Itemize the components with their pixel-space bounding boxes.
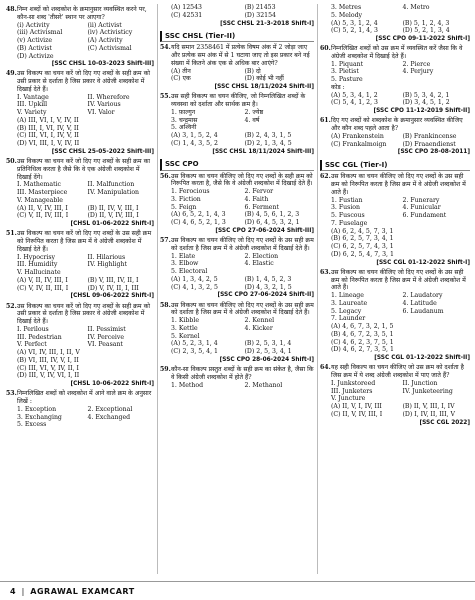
answer-option: (v) Activize	[17, 37, 53, 44]
word-item: II. Wherefore	[87, 93, 130, 101]
page-number: 4	[10, 586, 16, 596]
word-item: 4. वर्ष	[244, 116, 260, 124]
exam-source: [SSC CPO 27-06-2024 Shift-II]	[217, 292, 314, 299]
word-list	[17, 254, 154, 277]
word-item: IV. Manipulation	[87, 189, 140, 197]
word-item: IV. Various	[87, 101, 121, 109]
answer-option: (D) 2, 1, 3, 4, 5	[244, 139, 292, 147]
word-item: II. Junction	[402, 379, 438, 387]
answer-options	[331, 84, 470, 107]
question-text: यदि समान 2358461 में प्रत्येक विषम अंक में 2 जोड़ा जाए और प्रत्येक सम अंक में से 1 घटाया जाए तो इस प्रकार बने नई संख्या में कितने अंक एक से अधिक बार आएंगे?	[171, 44, 310, 67]
word-item: 4. Latitude	[402, 299, 437, 307]
word-item: III. Pedestrian	[17, 333, 62, 341]
answer-option: (D) 4, 6, 2, 7, 3, 5, 1	[331, 346, 394, 354]
question	[6, 70, 154, 93]
answer-option: (A) 5, 3, 1, 2, 4	[331, 19, 378, 27]
exam-source: [SSC CPO 28-06-2024 Shift-I]	[219, 356, 314, 363]
exam-source: [SSC CPO 27-06-2024 Shift-III]	[215, 227, 314, 234]
question-text: यह सही विकल्प का चयन कीजिए जो उस क्रम को दर्शाता है जिस क्रम में ये शब्द अंग्रेजी शब्दकोश में पाए जाते हैं?	[331, 364, 464, 380]
exam-source: [SSC CGL 01-12-2022 Shift-II]	[374, 355, 470, 362]
answer-option: (A) तीन	[171, 67, 191, 75]
exam-source: [SSC CGL 01-12-2022 Shift-I]	[376, 259, 470, 266]
question-text: उस विकल्प का चयन कीजिए जो दिए गए शब्दों के उस सही क्रम को दर्शाता है जिस क्रम में वे अंग्रेजी शब्दकोश में दिखाई देते हैं।	[171, 237, 314, 252]
question-block	[6, 158, 154, 228]
word-item: 3. Pietist	[331, 68, 359, 76]
word-item: 5. Excess	[17, 421, 47, 429]
question-text: निम्न शब्दों को शब्दकोश के क्रमानुसार व्यवस्थित करने पर, कौन-सा शब्द 'तीसरे' स्थान पर आएगा?	[17, 6, 147, 21]
answer-option: (C) V, IV, II, III, I	[17, 284, 69, 292]
answer-option: (ii) Activist	[87, 21, 122, 29]
word-item: 5. Kernel	[171, 332, 200, 340]
answer-options	[17, 205, 154, 221]
question-number: 61.	[320, 117, 331, 125]
question-text: निम्नलिखित शब्दों को उस क्रम में व्यवस्थित करें जैसा कि वे अंग्रेजी शब्दकोश में दिखाई देते हैं।	[331, 45, 463, 60]
question-block	[6, 6, 154, 68]
section-heading: SSC CPO	[160, 159, 314, 171]
page-footer	[0, 581, 475, 600]
question-number: 58.	[160, 301, 171, 309]
answer-option: (B) 2, 5, 3, 1, 4	[244, 340, 292, 348]
word-item: 2. Methanol	[244, 381, 283, 389]
answer-options	[17, 117, 154, 148]
word-item: 7. Launder	[331, 315, 366, 323]
word-item: 4. Kicker	[244, 324, 273, 332]
answer-option: (A) Activity	[87, 37, 123, 44]
word-item: I. Mathematic	[17, 181, 62, 189]
question	[160, 44, 314, 67]
word-item: 2. Exceptional	[87, 405, 133, 413]
brand-name: AGRAWAL EXAMCART	[30, 586, 135, 596]
answer-options	[17, 277, 154, 293]
question-block	[160, 4, 314, 28]
answer-option	[403, 84, 471, 92]
question-block	[6, 390, 154, 429]
answer-option: (B) II, V, III, I, IV	[402, 403, 455, 411]
word-item: 2. Election	[244, 252, 279, 260]
exam-source: [CHSL 01-06-2022 Shift-I]	[70, 221, 154, 228]
word-item: IV. Highlight	[87, 261, 127, 269]
question-block	[320, 4, 470, 43]
answer-option: (C) II, V, IV, III, I	[331, 410, 383, 418]
answer-options	[331, 228, 470, 259]
word-item: 3. चन्द्रमास	[171, 116, 198, 124]
question-number: 56.	[160, 172, 171, 180]
column-divider	[317, 4, 318, 574]
footer-separator: |	[21, 586, 25, 596]
answer-option: (i) Activity	[17, 21, 50, 29]
answer-option: (C) 4, 1, 3, 2, 5	[171, 283, 218, 291]
answer-options	[331, 133, 470, 149]
answer-option: (B) 1, 4, 5, 2, 3	[244, 275, 292, 283]
question-block	[160, 44, 314, 91]
word-item: 6. Laudanum	[402, 307, 444, 315]
exam-source: [CHSL 09-06-2022 Shift-I]	[70, 293, 154, 300]
word-item: 4. Faith	[244, 195, 269, 203]
answer-option: (A) II, V, I, IV, III	[331, 403, 382, 411]
question-text: उस विकल्प का चयन करें जो दिए गए शब्दों के सही क्रम का प्रतिनिधित्व करता है जैसे कि वे एक अंग्रेजी शब्दकोश में दिखाई देंगे।	[17, 158, 150, 181]
question	[320, 117, 470, 133]
exam-source: [SSC CGL 2022]	[419, 419, 470, 426]
column-left	[6, 4, 154, 429]
word-list	[17, 406, 154, 429]
question	[6, 6, 154, 22]
answer-option: (C) एक	[171, 75, 191, 83]
word-item: 1. Method	[171, 381, 204, 389]
question-block	[6, 70, 154, 156]
answer-option: (B) VI, III, IV, V, I, II	[17, 356, 79, 364]
word-item: 4. Elastic	[244, 260, 274, 268]
answer-option: (A) 5, 3, 4, 1, 2	[331, 91, 378, 99]
question-text: उस विकल्प का चयन करें जो दिए गए शब्दों के उस सही क्रम को निरूपित करता है जिस क्रम में वे अंग्रेजी शब्दकोश में दिखाई देते हैं।	[17, 230, 152, 253]
question-number: 52.	[6, 302, 17, 310]
word-item: 3. Exchanging	[17, 413, 62, 421]
question-text: दिए गए शब्दों को शब्दकोश के क्रमानुसार व्यवस्थित कीजिए और कौन शब्द पहले आता है?	[331, 117, 463, 133]
word-list	[331, 380, 470, 403]
word-item: 2. Fervor	[244, 188, 274, 196]
answer-option: (B) 4, 6, 7, 2, 3, 5, 1	[331, 330, 394, 338]
answer-option: (C) 4, 6, 5, 2, 1, 3	[171, 219, 226, 227]
question	[6, 390, 154, 406]
question	[6, 158, 154, 181]
word-item: I. Hypocrisy	[17, 253, 56, 261]
question-block	[160, 173, 314, 235]
word-item: 3. Fusion	[331, 204, 361, 212]
word-list	[171, 317, 314, 340]
exam-source: [CHSL 10-06-2022 Shift-I]	[70, 381, 154, 388]
question-block	[6, 230, 154, 300]
answer-option: (C) Frankalmoign	[331, 140, 387, 148]
answer-options	[171, 276, 314, 292]
column-right	[320, 4, 470, 429]
question	[160, 93, 314, 109]
question-number: 51.	[6, 230, 17, 238]
answer-option: (C) 5, 2, 1, 4, 3	[331, 27, 378, 35]
question-number: 59.	[160, 366, 171, 374]
word-item: 4. Metro	[402, 4, 430, 11]
question-number: 53.	[6, 390, 17, 398]
word-list	[17, 181, 154, 204]
question-text: उस विकल्प का चयन करें जो दिए गए शब्दों के सही क्रम को उसी प्रकार से दर्शाता है जिस प्रकार वे अंग्रेजी शब्दकोश में दिखाई देते हैं।	[17, 70, 150, 93]
word-item: II. Hilarious	[87, 253, 126, 261]
word-item: 5. Melody	[331, 11, 363, 19]
answer-options	[331, 403, 470, 419]
answer-option: (B) Frankincense	[402, 132, 457, 140]
word-item: 2. Kennel	[244, 317, 275, 325]
word-item: 2. Funerary	[402, 196, 440, 204]
word-list	[171, 382, 314, 390]
question-block	[320, 117, 470, 156]
answer-option: (A) Frankenstein	[331, 132, 384, 140]
question-block	[320, 364, 470, 426]
word-item: 7. Fuselage	[331, 219, 368, 227]
word-list	[331, 61, 470, 84]
word-item: 1. Fustian	[331, 196, 363, 204]
word-item: V. Hallucinate	[17, 269, 61, 277]
word-item: 5. अश्विनी	[171, 124, 197, 132]
answer-option: (C) Activismal	[87, 44, 132, 52]
answer-options	[331, 323, 470, 354]
answer-option: (D) 6, 2, 5, 4, 7, 3, 1	[331, 250, 394, 258]
question-text: उस सही विकल्प का चयन कीजिए, जो निम्नलिखित शब्दों के व्यवस्था को दर्शाता और सार्थक क्रम है।	[171, 93, 306, 109]
word-item: 1. Ferocious	[171, 188, 210, 196]
answer-option: (D) Activize	[17, 52, 54, 60]
word-item: 2. Pierce	[402, 60, 431, 68]
word-item: IV. Junketeering	[402, 387, 453, 395]
answer-option: (A) 1, 3, 4, 2, 5	[171, 275, 218, 283]
answer-options	[17, 22, 154, 61]
answer-option: (B) 5, 3, 4, 2, 1	[402, 91, 450, 99]
answer-option: (C) 4, 6, 2, 3, 7, 5, 1	[331, 338, 394, 346]
answer-option: (C) 42531	[171, 11, 203, 19]
exam-source: [SSC CHSL 18/11/2024 Shift-III]	[212, 148, 314, 155]
answer-option: (B) Activist	[17, 44, 52, 52]
answer-option: (C) 2, 3, 5, 4, 1	[171, 348, 218, 356]
word-item: 4. Exchanged	[87, 413, 131, 421]
word-item: 1. फ़ाल्गुन	[171, 108, 196, 116]
word-item: 1. Elate	[171, 252, 196, 260]
question	[6, 230, 154, 253]
question-block	[6, 303, 154, 389]
word-item: 1. Exception	[17, 405, 57, 413]
word-item: 5. Fuscous	[331, 212, 365, 220]
answer-option: (C) III, VI, V, IV, II, I	[17, 364, 79, 372]
question-block	[160, 93, 314, 155]
answer-option: (A) 5, 2, 3, 1, 4	[171, 340, 218, 348]
answer-option: (iv) Activisticy	[87, 29, 133, 37]
word-list	[331, 197, 470, 228]
answer-option: (C) 1, 4, 3, 5, 2	[171, 139, 218, 147]
answer-option: (B) V, III, IV, II, I	[87, 276, 139, 284]
question-number: 62.	[320, 173, 331, 181]
question-number: 54.	[160, 44, 171, 52]
question	[320, 173, 470, 196]
answer-option: (A) 12543	[171, 4, 202, 11]
word-list	[17, 326, 154, 349]
answer-option: (C) III, VI, I, IV, V, II	[17, 132, 79, 140]
word-list	[17, 94, 154, 117]
answer-option: (D) कोई भी नहीं	[244, 75, 284, 83]
answer-option: (D) III, V, IV, VI, I, II	[17, 372, 80, 380]
word-list	[331, 292, 470, 323]
answer-option: (A) 4, 6, 7, 3, 2, 1, 5	[331, 323, 394, 331]
answer-options	[17, 349, 154, 380]
word-item: 5. Pasture	[331, 76, 363, 84]
word-item: 2. Laudatory	[402, 292, 443, 300]
question-block	[320, 269, 470, 362]
word-item: 6. Fundament	[402, 212, 447, 220]
word-item: I. Perilous	[17, 325, 49, 333]
word-item: 3. Fiction	[171, 195, 201, 203]
answer-option: (D) 32154	[244, 11, 276, 19]
question	[6, 303, 154, 326]
question-number: 48.	[6, 6, 17, 13]
word-item: V. Juncture	[331, 395, 366, 403]
question-text: उस विकल्प का चयन करें जो दिए गए शब्दों के सही क्रम को उसी प्रकार से दर्शाता है जिस प्रकार वे अंग्रेजी शब्दकोश में दिखाई देते हैं।	[17, 302, 150, 326]
word-list	[171, 109, 314, 132]
question-block	[160, 366, 314, 389]
word-item: 1. Piquant	[331, 60, 364, 68]
word-item: III. Junketers	[331, 387, 373, 395]
word-item: 3. Metres	[331, 4, 362, 11]
exam-source: [SSC CHSL 25-05-2022 Shift-III]	[51, 148, 154, 155]
answer-option: (A) II, V, IV, III, I	[17, 204, 68, 212]
answer-option: (D) 3, 4, 5, 1, 2	[402, 99, 450, 107]
exam-source: [SSC CPO 28-08-2011]	[397, 149, 470, 156]
question-block	[320, 173, 470, 266]
answer-option: (D) 4, 3, 2, 1, 5	[244, 283, 292, 291]
answer-option: (A) V, II, IV, III, I	[17, 276, 68, 284]
answer-option: (A) 6, 5, 2, 1, 4, 3	[171, 211, 226, 219]
answer-options	[171, 340, 314, 356]
answer-option: (A) III, VI, I, V, IV, II	[17, 116, 79, 124]
answer-options	[171, 132, 314, 148]
word-item: I. Vantage	[17, 93, 49, 101]
answer-options	[171, 211, 314, 227]
word-item: IV. Perceive	[87, 333, 125, 341]
word-item: 5. Legacy	[331, 307, 362, 315]
answer-option: (D) VI, III, I, V, IV, II	[17, 140, 80, 148]
word-item: 1. Kibble	[171, 317, 200, 325]
answer-option: (B) 2, 4, 3, 1, 5	[244, 132, 292, 140]
word-item: 4. Perjury	[402, 68, 434, 76]
answer-option: (C) V, II, IV, III, I	[17, 212, 69, 220]
answer-option: (D) 5, 2, 1, 3, 4	[402, 27, 450, 35]
section-heading: SSC CHSL (Tier-II)	[160, 31, 314, 43]
exam-source: [SSC CPO 09-11-2022 Shift-I]	[375, 36, 470, 42]
answer-option: (D) II, V, IV, III, I	[87, 212, 139, 220]
answer-option: (C) 6, 2, 5, 7, 4, 3, 1	[331, 243, 394, 251]
question-number: 60.	[320, 45, 331, 53]
question-number: 63.	[320, 268, 331, 276]
answer-option: (iii) Activismal	[17, 29, 63, 37]
answer-option: (A) VI, IV, III, I, II, V	[17, 349, 80, 357]
answer-option: (B) 21453	[244, 4, 276, 11]
word-item: 3. Laureate	[331, 299, 368, 307]
column-middle	[160, 4, 314, 389]
word-item: 4. Funicular	[402, 204, 441, 212]
question-block	[320, 45, 470, 115]
word-item: VI. Valor	[87, 109, 115, 117]
word-item: I. Junkstoreed	[331, 379, 376, 387]
question	[160, 302, 314, 318]
word-item: 3. Elbow	[171, 260, 199, 268]
word-list	[171, 253, 314, 276]
word-list	[331, 4, 470, 20]
answer-option: कोड :	[331, 83, 345, 91]
answer-option: (D) Fraaendienst	[402, 140, 456, 148]
answer-option: (B) 4, 5, 6, 1, 2, 3	[244, 211, 300, 219]
question	[320, 364, 470, 380]
question	[320, 45, 470, 61]
word-item: 3. Kettle	[171, 324, 198, 332]
question	[320, 269, 470, 292]
word-item: 5. Feign	[171, 203, 197, 211]
question-block	[160, 302, 314, 364]
answer-option: (D) 6, 4, 5, 3, 2, 1	[244, 219, 300, 227]
question-block	[160, 237, 314, 299]
answer-option: (D) 2, 5, 3, 4, 1	[244, 348, 292, 356]
exam-source: [SSC CHSL 21-3-2018 Shift-I]	[220, 20, 314, 27]
question-number: 55.	[160, 93, 171, 101]
question-text: निम्नलिखित शब्दों को शब्दकोश में आने वाले क्रम के अनुसार लिखें :	[17, 390, 152, 406]
question	[160, 237, 314, 253]
word-item: II. Pessimist	[87, 325, 126, 333]
answer-options	[171, 68, 314, 84]
question-number: 50.	[6, 158, 17, 166]
question	[160, 173, 314, 189]
word-item: VI. Peasant	[87, 341, 123, 349]
question-number: 57.	[160, 237, 171, 245]
question	[160, 366, 314, 382]
exam-source: [SSC CHSL 10-03-2023 Shift-III]	[51, 61, 154, 68]
word-item: V. Variety	[17, 109, 47, 117]
question-number: 49.	[6, 70, 17, 78]
word-item: 5. Electoral	[171, 268, 208, 276]
word-item: 6. Ferment	[244, 203, 279, 211]
exam-source: [SSC CHSL 18/11/2024 Shift-II]	[214, 84, 314, 91]
question-text: उस विकल्प का चयन कीजिए जो दिए गए शब्दों के उस सही क्रम को निरूपित करता है जिस क्रम में वे अंग्रेजी शब्दकोश में आते हैं।	[331, 268, 466, 292]
answer-option: (D) V, IV, II, I, III	[87, 284, 139, 292]
word-item: III. Masterpiece	[17, 189, 68, 197]
column-divider	[157, 4, 158, 574]
question-text: उस विकल्प का चयन कीजिए जो दिए गए शब्दों के सही क्रम को निरूपित करता है, जैसे कि वे अंग्रेजी शब्दकोश में दिखाई देते हैं।	[171, 172, 313, 188]
question-text: कौन-सा विकल्प प्रस्तुत शब्दों के सही क्रम का संकेत है, जैसा कि वे किसी अंग्रेजी शब्दकोश में होते हैं?	[171, 366, 314, 381]
word-item: III. Upkill	[17, 101, 48, 109]
answer-options	[171, 4, 314, 20]
answer-options	[331, 20, 470, 36]
answer-option: (B) II, IV, V, III, I	[87, 204, 139, 212]
question-text: उस विकल्प का चयन कीजिए जो दिए गए शब्दों के उस सही क्रम को दर्शाता है जिस क्रम में वे अंग्रेजी शब्दकोश में दिखाई देते हैं।	[171, 301, 314, 317]
question-text: उस विकल्प का चयन कीजिए जो दिए गए शब्दों के उस सही क्रम को निरूपित करता है जिस क्रम में वे अंग्रेजी शब्दकोश में आते हैं।	[331, 173, 466, 196]
word-item: III. Humidity	[17, 261, 58, 269]
answer-option: (A) 3, 1, 5, 2, 4	[171, 132, 218, 140]
answer-option: (C) 5, 4, 1, 2, 3	[331, 99, 378, 107]
answer-option: (B) III, I, VI, IV, V, II	[17, 124, 79, 132]
word-item: V. Manageable	[17, 196, 63, 204]
word-item: 2. ज्येष्ठ	[244, 108, 264, 116]
section-heading: SSC CGL (Tier-I)	[320, 160, 470, 172]
word-item: 1. Lineage	[331, 292, 364, 300]
answer-option: (D) I, IV, II, III, V	[402, 410, 455, 418]
answer-option: (B) 6, 2, 5, 7, 3, 4, 1	[331, 235, 394, 243]
word-item: II. Malfunction	[87, 181, 135, 189]
word-item: V. Perfect	[17, 341, 47, 349]
exam-source: [SSC CPO 11-12-2019 Shift-II]	[373, 108, 470, 115]
answer-option: (A) 6, 2, 4, 5, 7, 3, 1	[331, 227, 394, 235]
answer-option: (B) 5, 1, 2, 4, 3	[402, 19, 450, 27]
answer-option: (B) दो	[244, 67, 261, 75]
word-list	[171, 188, 314, 211]
question-number: 64.	[320, 364, 331, 372]
